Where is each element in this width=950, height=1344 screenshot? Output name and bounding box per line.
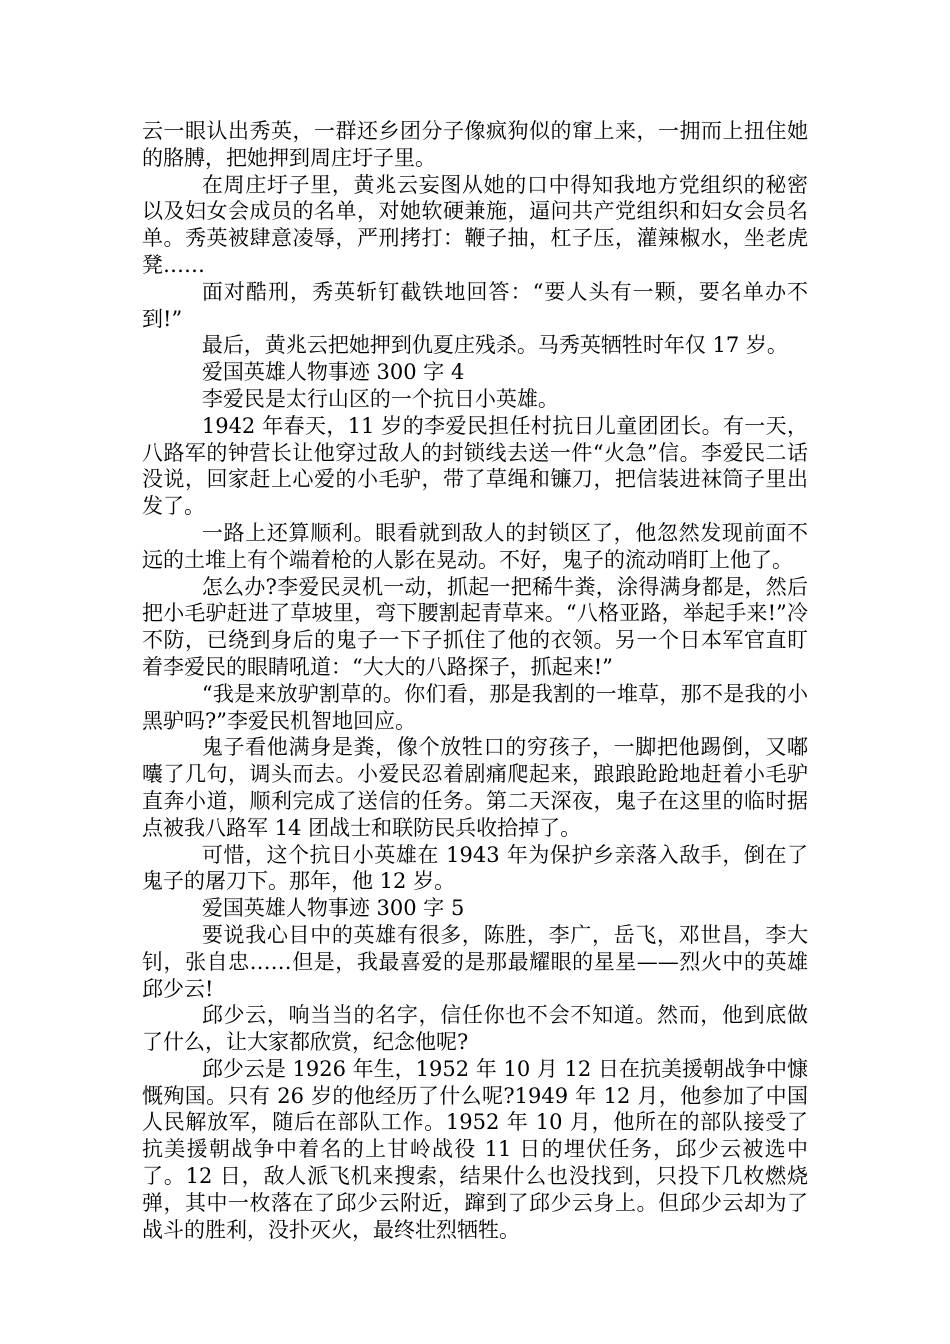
- paragraph: 鬼子看他满身是粪，像个放牲口的穷孩子，一脚把他踢倒，又嘟囔了几句，调头而去。小爱民忍着剧痛爬起来，踉踉跄跄地赶着小毛驴直奔小道，顺利完成了送信的任务。第二天深夜，鬼子在这里的临时据点被我八路军 14 团战士和联防民兵收拾掉了。: [142, 735, 808, 840]
- document-page: [142, 118, 808, 1243]
- paragraph: 云一眼认出秀英，一群还乡团分子像疯狗似的窜上来，一拥而上扭住她的胳膊，把她押到周庄圩子里。: [142, 119, 808, 170]
- paragraph: 在周庄圩子里，黄兆云妄图从她的口中得知我地方党组织的秘密以及妇女会成员的名单，对她软硬兼施，逼问共产党组织和妇女会员名单。秀英被肆意凌辱，严刑拷打：鞭子抽，杠子压，灌辣椒水，坐老虎凳……: [142, 172, 808, 277]
- paragraph: 邱少云，响当当的名字，信任你也不会不知道。然而，他到底做了什么，让大家都欣赏，纪念他呢?: [142, 1003, 808, 1055]
- paragraph: 要说我心目中的英雄有很多，陈胜，李广，岳飞，邓世昌，李大钊，张自忠……但是，我最喜爱的是那最耀眼的星星——烈火中的英雄邱少云!: [142, 922, 808, 1001]
- paragraph: 面对酷刑，秀英斩钉截铁地回答：“要人头有一颗，要名单办不到!”: [142, 279, 808, 331]
- paragraph: 怎么办?李爱民灵机一动，抓起一把稀牛粪，涂得满身都是，然后把小毛驴赶进了草坡里，弯下腰割起青草来。“八格亚路，举起手来!”冷不防，已绕到身后的鬼子一下子抓住了他的衣领。另一个日本军官直盯着李爱民的眼睛吼道：“大大的八路探子，抓起来!”: [142, 574, 808, 679]
- paragraph: 最后，黄兆云把她押到仇夏庄残杀。马秀英牺牲时年仅 17 岁。: [201, 333, 788, 358]
- section-heading: 爱国英雄人物事迹 300 字 4: [201, 360, 465, 385]
- paragraph: 李爱民是太行山区的一个抗日小英雄。: [201, 386, 559, 411]
- paragraph: 1942 年春天，11 岁的李爱民担任村抗日儿童团团长。有一天，八路军的钟营长让他穿过敌人的封锁线去送一件“火急”信。李爱民二话没说，回家赶上心爱的小毛驴，带了草绳和镰刀，把信装进袜筒子里出发了。: [142, 413, 808, 519]
- section-heading: 爱国英雄人物事迹 300 字 5: [201, 896, 465, 921]
- paragraph: 邱少云是 1926 年生，1952 年 10 月 12 日在抗美援朝战争中慷慨殉国。只有 26 岁的他经历了什么呢?1949 年 12 月，他参加了中国人民解放军，随后在部队工作。1952 年 10 月，他所在的部队接受了抗美援朝战争中着名的上甘岭战役 11 日的埋伏任务，邱少云被选中了。12 日，敌人派飞机来搜索，结果什么也没找到，只投下几枚燃烧弹，其中一枚落在了邱少云附近，蹿到了邱少云身上。但邱少云却为了战斗的胜利，没扑灭火，最终壮烈牺牲。: [142, 1056, 808, 1242]
- paragraph: 可惜，这个抗日小英雄在 1943 年为保护乡亲落入敌手，倒在了鬼子的屠刀下。那年，他 12 岁。: [142, 842, 808, 894]
- paragraph: “我是来放驴割草的。你们看，那是我割的一堆草，那不是我的小黑驴吗?”李爱民机智地回应。: [142, 681, 808, 733]
- paragraph: 一路上还算顺利。眼看就到敌人的封锁区了，他忽然发现前面不远的土堆上有个端着枪的人影在晃动。不好，鬼子的流动哨盯上他了。: [142, 520, 808, 572]
